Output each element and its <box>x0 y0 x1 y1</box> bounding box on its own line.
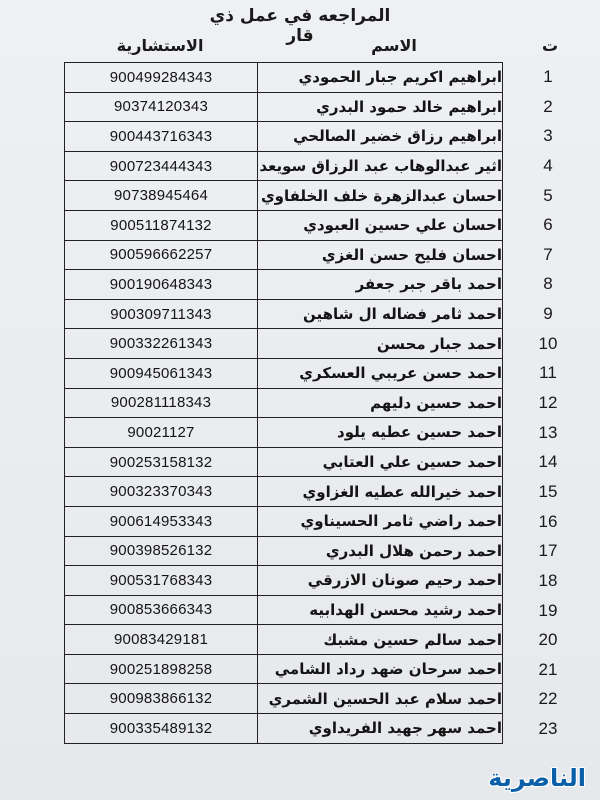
account-cell: 900614953343 <box>65 506 258 536</box>
name-cell: احمد حسين علي العتابي <box>258 447 503 477</box>
account-cell: 900323370343 <box>65 477 258 507</box>
table-row <box>65 210 503 240</box>
row-number: 22 <box>538 689 558 709</box>
header-account: الاستشارية <box>116 36 204 55</box>
table-row <box>65 536 503 566</box>
name-cell: احمد باقر جبر جعفر <box>258 270 503 300</box>
row-number: 3 <box>543 126 553 146</box>
table-row <box>65 654 503 684</box>
name-cell: احمد رحيم صونان الازرقي <box>258 566 503 596</box>
table-row <box>65 92 503 122</box>
name-cell: احسان علي حسين العبودي <box>258 210 503 240</box>
account-cell: 900945061343 <box>65 358 258 388</box>
name-cell: احسان عبدالزهرة خلف الخلفاوي <box>258 181 503 211</box>
table-row <box>65 684 503 714</box>
table-row <box>65 566 503 596</box>
name-cell: احمد سهر جهيد الفريداوي <box>258 714 503 744</box>
account-cell: 90083429181 <box>65 625 258 655</box>
table-row <box>65 181 503 211</box>
name-cell: احمد سالم حسين مشبك <box>258 625 503 655</box>
account-cell: 900332261343 <box>65 329 258 359</box>
name-cell: احمد حسين دليهم <box>258 388 503 418</box>
account-cell: 90374120343 <box>65 92 258 122</box>
row-number: 14 <box>538 452 558 472</box>
row-number: 11 <box>539 363 557 383</box>
account-cell: 90021127 <box>65 418 258 448</box>
name-cell: احمد حسين عطيه يلود <box>258 418 503 448</box>
table-row <box>65 625 503 655</box>
name-cell: ابراهيم اكريم جبار الحمودي <box>258 63 503 93</box>
row-number: 19 <box>538 600 558 620</box>
watermark-logo <box>470 762 594 796</box>
name-cell: احمد ثامر فضاله ال شاهين <box>258 299 503 329</box>
row-number: 12 <box>538 393 558 413</box>
table-row <box>65 388 503 418</box>
row-number-column <box>528 62 568 744</box>
account-cell: 900335489132 <box>65 714 258 744</box>
account-cell: 900499284343 <box>65 63 258 93</box>
name-cell: احمد سلام عبد الحسين الشمري <box>258 684 503 714</box>
name-cell: ابراهيم خالد حمود البدري <box>258 92 503 122</box>
account-cell: 900511874132 <box>65 210 258 240</box>
watermark-text: الناصرية <box>488 764 586 792</box>
row-number: 9 <box>543 304 553 324</box>
account-cell: 900853666343 <box>65 595 258 625</box>
account-cell: 900253158132 <box>65 447 258 477</box>
account-cell: 900251898258 <box>65 654 258 684</box>
names-table <box>64 62 503 744</box>
name-cell: احسان فليح حسن الغزي <box>258 240 503 270</box>
row-number: 13 <box>538 422 558 442</box>
row-number: 16 <box>538 511 558 531</box>
header-number: ت <box>541 36 559 55</box>
table-row <box>65 240 503 270</box>
table-row <box>65 151 503 181</box>
table-row <box>65 506 503 536</box>
row-number: 23 <box>538 719 558 739</box>
page-title: المراجعه في عمل ذي قار <box>209 6 391 46</box>
row-number: 5 <box>543 185 553 205</box>
table-row <box>65 714 503 744</box>
account-cell: 90738945464 <box>65 181 258 211</box>
table-row <box>65 122 503 152</box>
name-cell: احمد جبار محسن <box>258 329 503 359</box>
table-row <box>65 329 503 359</box>
header-name: الاسم <box>371 36 417 55</box>
account-cell: 900596662257 <box>65 240 258 270</box>
account-cell: 900723444343 <box>65 151 258 181</box>
row-number: 10 <box>538 333 558 353</box>
table-row <box>65 418 503 448</box>
account-cell: 900443716343 <box>65 122 258 152</box>
account-cell: 900190648343 <box>65 270 258 300</box>
name-cell: احمد رحمن هلال البدري <box>258 536 503 566</box>
account-cell: 900398526132 <box>65 536 258 566</box>
row-number: 8 <box>543 274 553 294</box>
table-row <box>65 299 503 329</box>
name-cell: اثير عبدالوهاب عبد الرزاق سويعد <box>258 151 503 181</box>
table-row <box>65 595 503 625</box>
name-cell: احمد سرحان ضهد رداد الشامي <box>258 654 503 684</box>
name-cell: احمد خيرالله عطيه الغزاوي <box>258 477 503 507</box>
row-number: 7 <box>543 244 553 264</box>
name-cell: احمد رشيد محسن الهدابيه <box>258 595 503 625</box>
row-number: 4 <box>543 155 553 175</box>
table-row <box>65 270 503 300</box>
account-cell: 900983866132 <box>65 684 258 714</box>
table-row <box>65 358 503 388</box>
row-number: 18 <box>538 570 558 590</box>
row-number: 2 <box>543 96 553 116</box>
row-number: 15 <box>538 481 558 501</box>
row-number: 21 <box>538 659 558 679</box>
row-number: 20 <box>538 630 558 650</box>
name-cell: احمد حسن عريبي العسكري <box>258 358 503 388</box>
row-number: 17 <box>538 541 558 561</box>
account-cell: 900309711343 <box>65 299 258 329</box>
account-cell: 900531768343 <box>65 566 258 596</box>
table-row <box>65 477 503 507</box>
name-cell: احمد راضي ثامر الحسيناوي <box>258 506 503 536</box>
row-number: 1 <box>543 67 553 86</box>
table-row <box>65 63 503 93</box>
row-number: 6 <box>543 215 553 235</box>
table-row <box>65 447 503 477</box>
name-cell: ابراهيم رزاق خضير الصالحي <box>258 122 503 152</box>
account-cell: 900281118343 <box>65 388 258 418</box>
